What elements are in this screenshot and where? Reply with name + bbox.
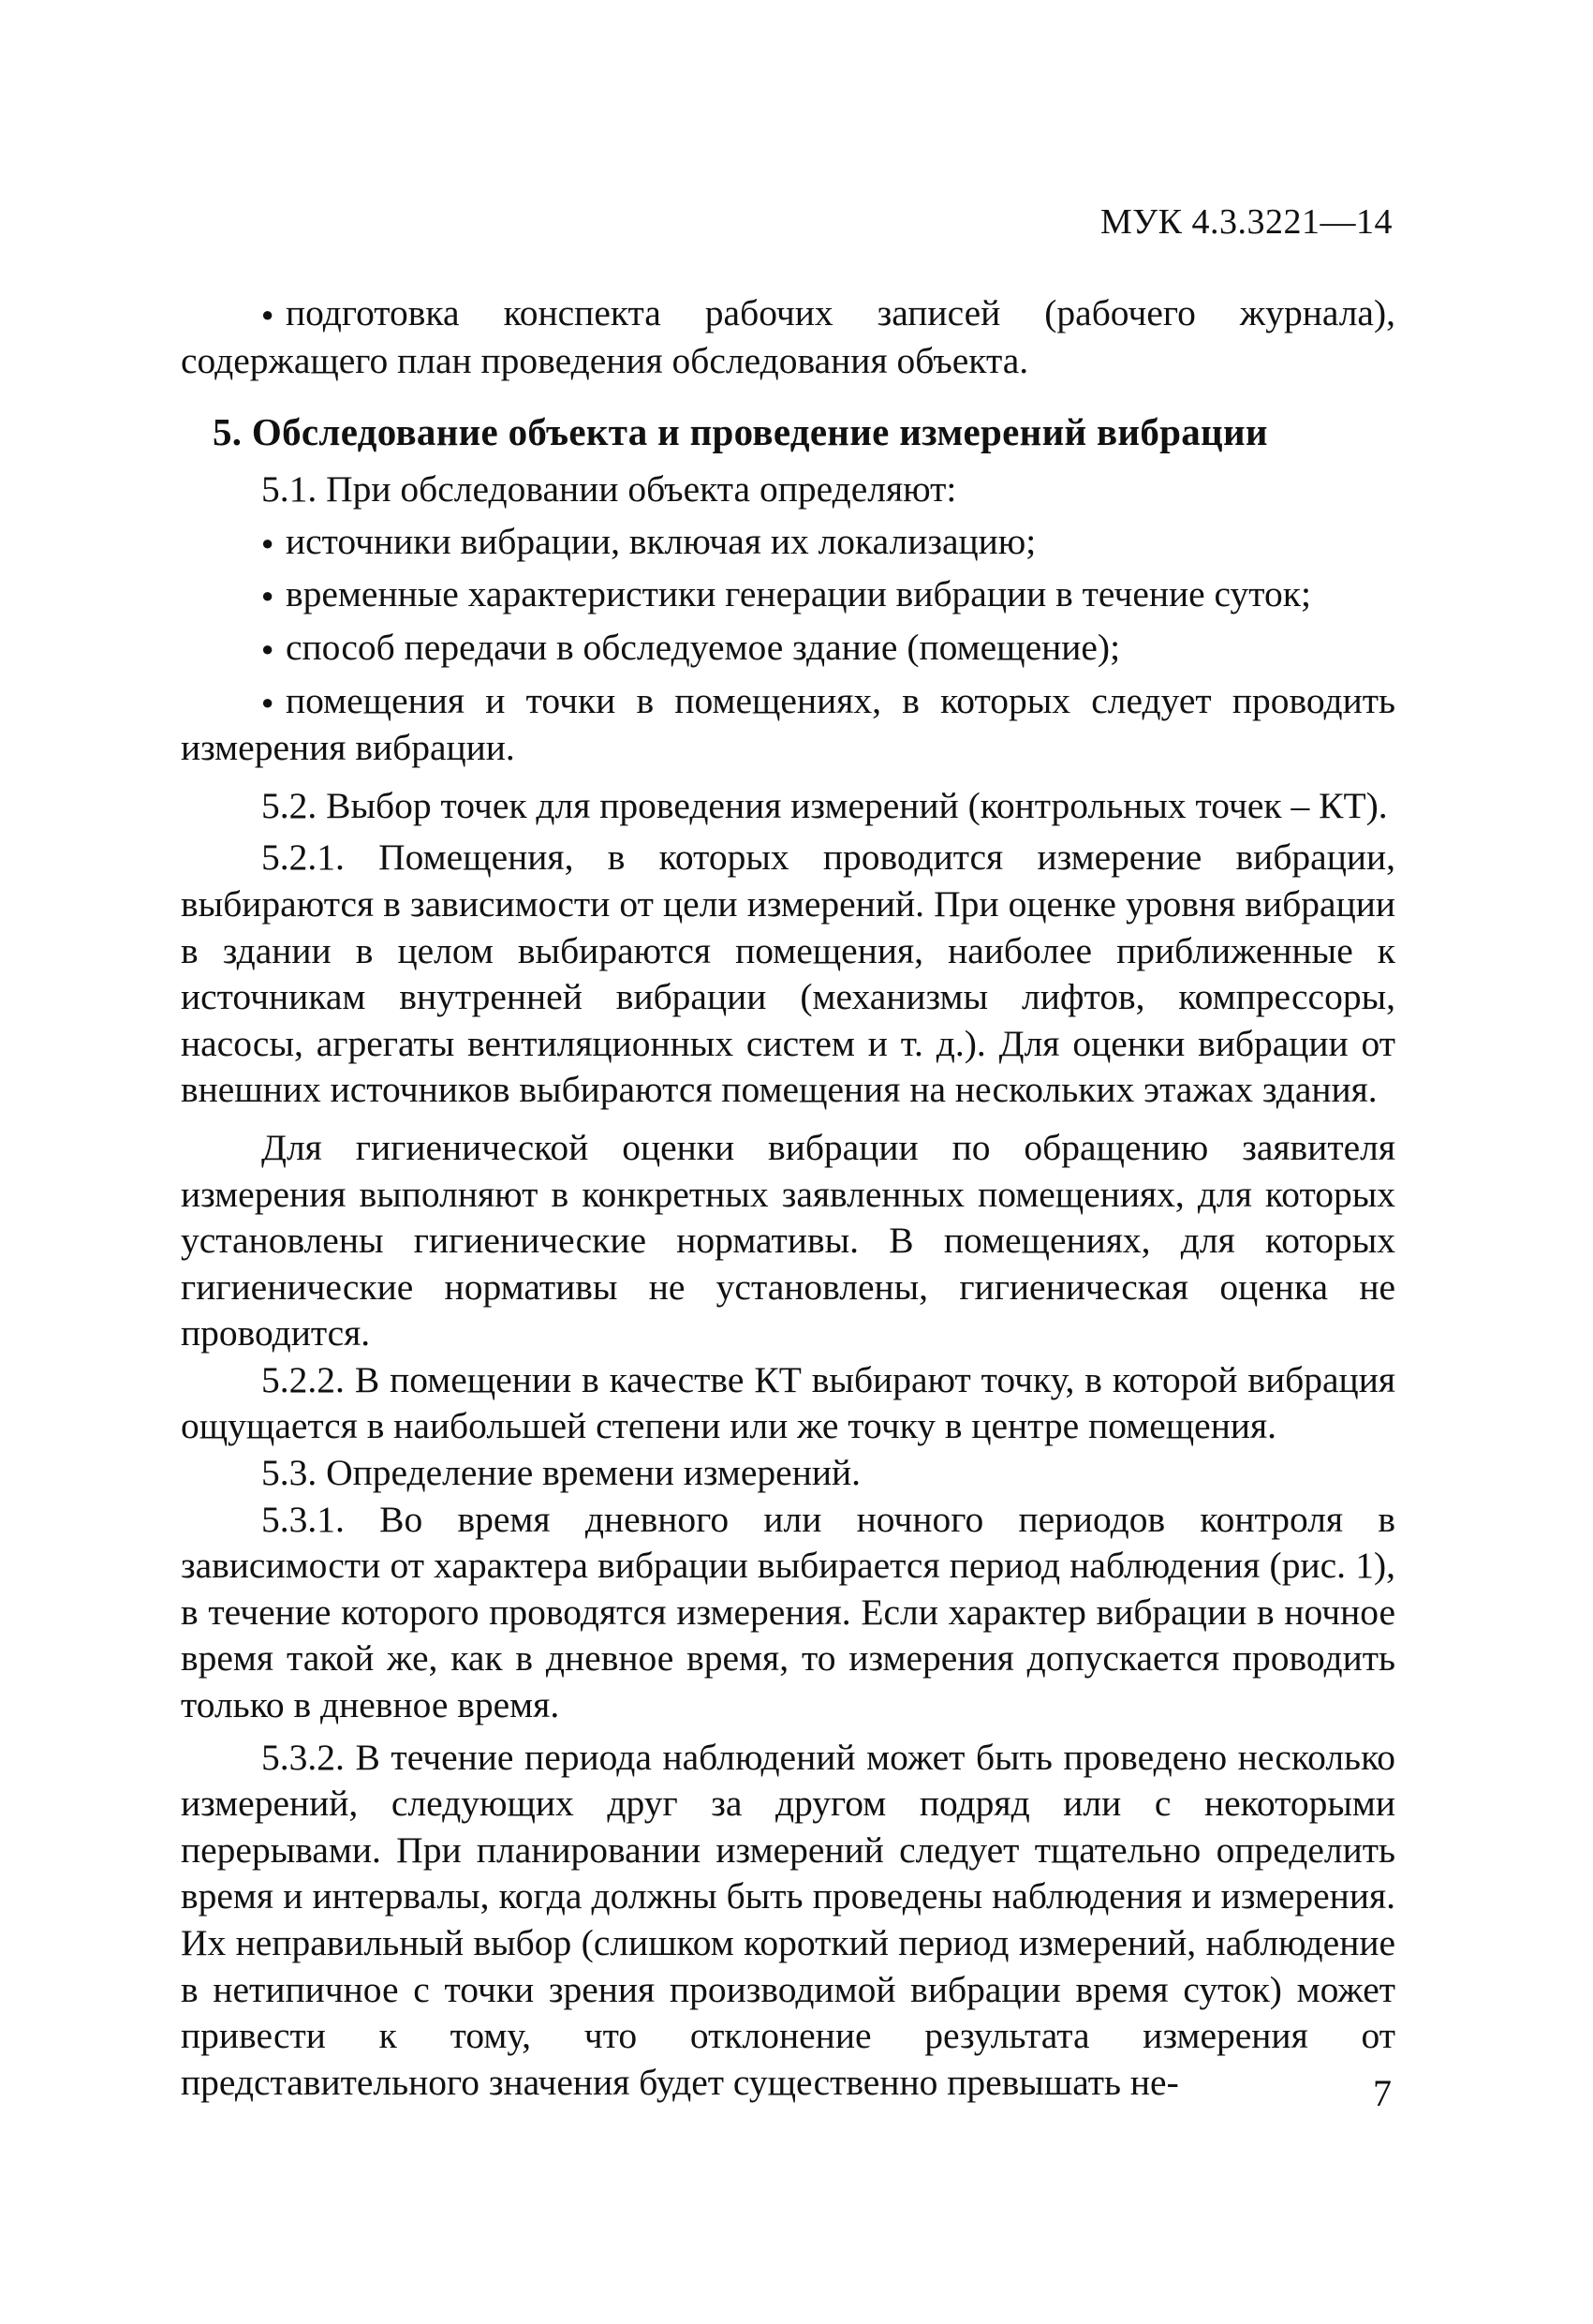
paragraph-5-1: 5.1. При обследовании объекта определяют: (261, 468, 957, 511)
paragraph-5-2-1: 5.2.1. Помещения, в которых проводится измерение вибрации, выбираются в зависимости от цели измерений. При оценке уровня вибрации в здании в целом выбираются помещения, наиболее приближенные к источникам внутренней вибрации (механизмы лифтов, компрессоры, насосы, агрегаты вентиляционных систем и т. д.). Для оценки вибрации от внешних источников выбираются помещения на нескольких этажах здания. (181, 836, 1395, 1111)
bullet-icon (261, 678, 278, 726)
intro-bullet-item (181, 290, 1395, 384)
page-body (181, 290, 1395, 2106)
bullet-item (181, 519, 1395, 567)
paragraph-5-2: 5.2. Выбор точек для проведения измерений (контрольных точек – КТ). (261, 784, 1388, 826)
bullet-item (181, 625, 1395, 673)
bullet-item (181, 678, 1395, 772)
paragraph-hygiene: Для гигиенической оценки вибрации по обращению заявителя измерения выполняют в конкретных заявленных помещениях, для которых установлены гигиенические нормативы. В помещениях, для которых гигиенические нормативы не установлены, гигиеническая оценка не проводится. (181, 1126, 1395, 1354)
paragraph-5-2-2: 5.2.2. В помещении в качестве КТ выбирают точку, в которой вибрация ощущается в наибольшей степени или же точку в центре помещения. (181, 1358, 1395, 1447)
paragraph-5-3: 5.3. Определение времени измерений. (261, 1452, 862, 1494)
bullet-icon (261, 290, 278, 338)
document-code: МУК 4.3.3221—14 (1099, 202, 1393, 242)
bullet-item (181, 571, 1395, 619)
paragraph-5-3-1: 5.3.1. Во время дневного или ночного периодов контроля в зависимости от характера вибрации выбирается период наблюдения (рис. 1), в течение которого проводятся измерения. Если характер вибрации в ночное время такой же, как в дневное время, то измерения допускается проводить только в дневное время. (181, 1498, 1395, 1726)
bullet-icon (261, 519, 278, 567)
bullet-text: источники вибрации, включая их локализацию; (286, 520, 1037, 562)
intro-bullet-text: подготовка конспекта рабочих записей (рабочего журнала), содержащего план проведения обследования объекта. (181, 292, 1395, 381)
page-number: 7 (1373, 2072, 1392, 2114)
bullet-text: помещения и точки в помещениях, в которых следует проводить измерения вибрации. (181, 679, 1395, 769)
section-title: 5. Обследование объекта и проведение измерений вибрации (213, 410, 1268, 454)
bullet-icon (261, 571, 278, 619)
bullet-icon (261, 625, 278, 673)
paragraph-5-3-2: 5.3.2. В течение периода наблюдений может быть проведено несколько измерений, следующих друг за другом подряд или с некоторыми перерывами. При планировании измерений следует тщательно определить время и интервалы, когда должны быть проведены наблюдения и измерения. Их неправильный выбор (слишком короткий период измерений, наблюдение в нетипичное с точки зрения производимой вибрации время суток) может привести к тому, что отклонение результата измерения от представительного значения будет существенно превышать не- (181, 1736, 1395, 2103)
bullet-text: временные характеристики генерации вибрации в течение суток; (286, 573, 1311, 615)
bullet-text: способ передачи в обследуемое здание (помещение); (286, 626, 1121, 668)
